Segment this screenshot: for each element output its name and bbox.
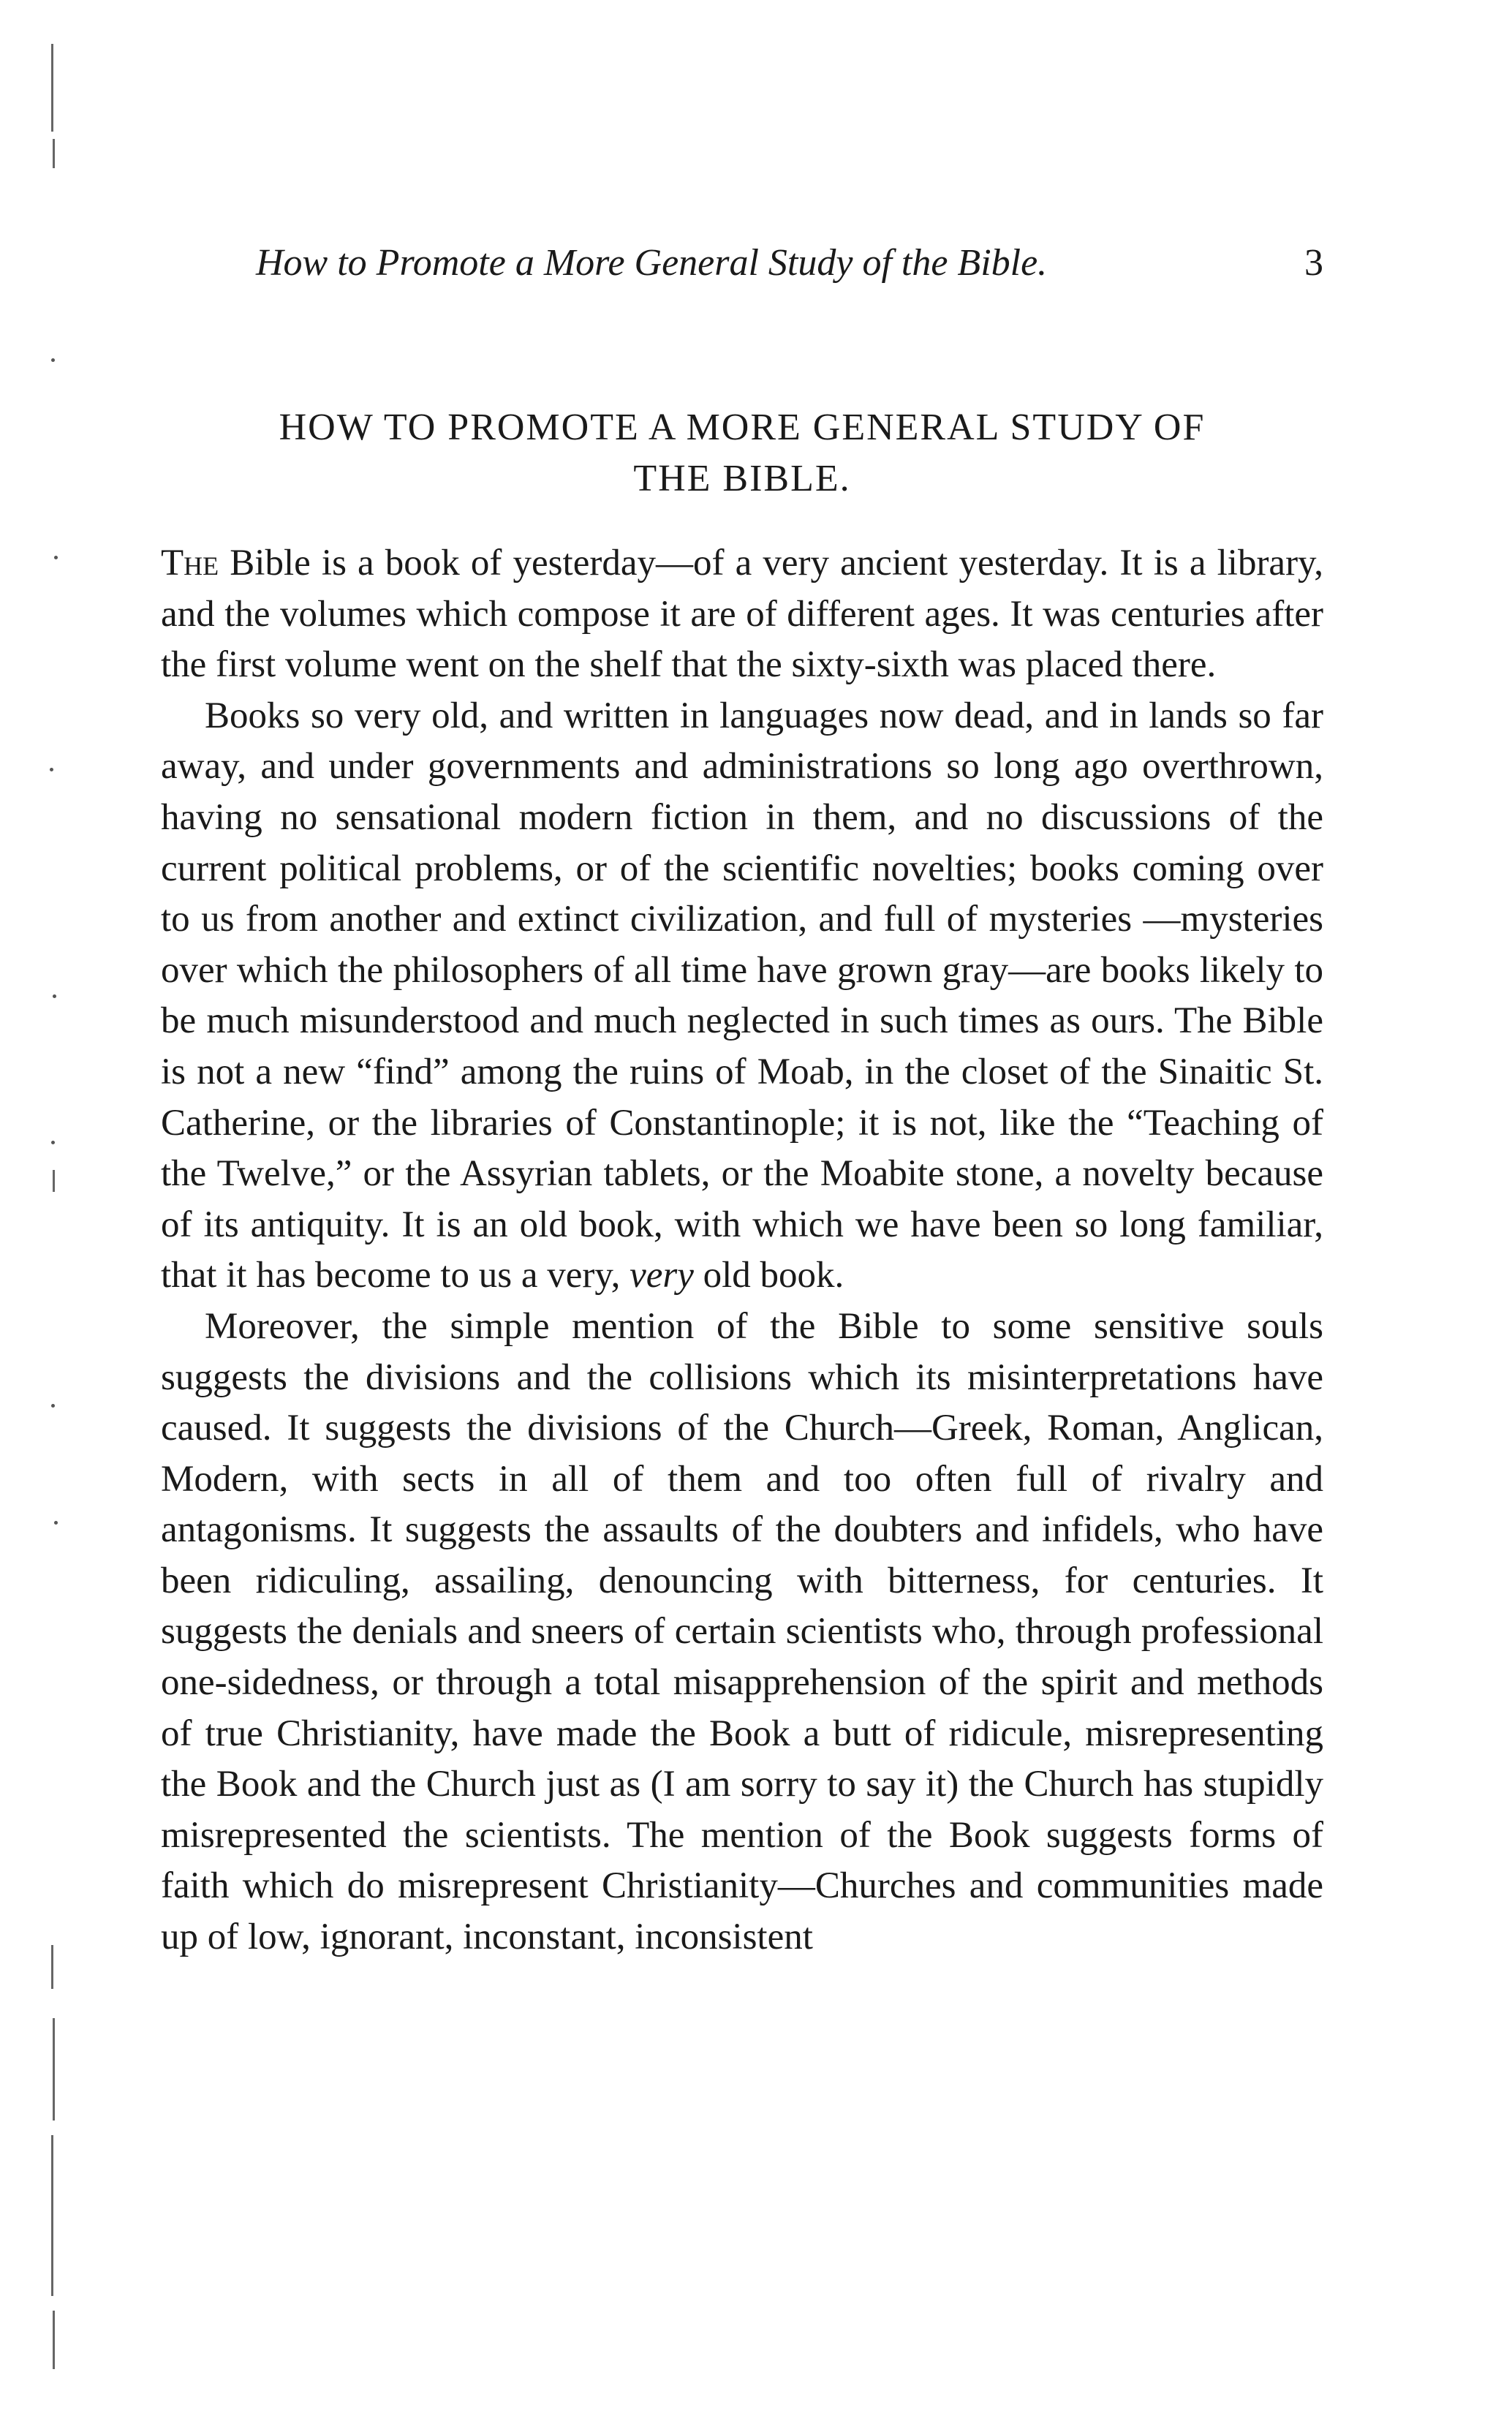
paragraph-1-lead: The [161,543,219,584]
page-number: 3 [1304,242,1323,284]
paragraph-2-tail: old book. [693,1255,844,1296]
paragraph-2-text: Books so very old, and written in languages now dead, and in lands so far away, and under governments and administrations so long ago overthrown, having no sensational modern fiction in them, and no discussions of the current political problems, or of the scientific novelties; books coming over to us from another and extinct civilization, and full of mysteries —mysteries over which the philosophers of all time have grown gray—are books likely to be much misunderstood and much neglected in such times as ours. The Bible is not a new “find” among the ruins of Moab, in the closet of the Sinaitic St. Catherine, or the libraries of Constantinople; it is not, like the “Teaching of the Twelve,” or the Assyrian tablets, or the Moabite stone, a novelty because of its antiquity. It is an old book, with which we have been so long familiar, that it has become to us a very, [161,695,1323,1296]
chapter-title-line-1: HOW TO PROMOTE A MORE GENERAL STUDY OF [279,407,1206,448]
paragraph-2 [161,691,1323,1302]
paragraph-3-text: Moreover, the simple mention of the Bible to some sensitive souls suggests the divisions and the collisions which its misinterpretations have caused. It suggests the divisions of the Church—Greek, Roman, Anglican, Modern, with sects in all of them and too often full of rivalry and antagonisms. It suggests the assaults of the doubters and infidels, who have been ridiculing, assailing, denouncing with bitterness, for centuries. It suggests the denials and sneers of certain scientists who, through professional one-sidedness, or through a total misapprehension of the spirit and methods of true Christianity, have made the Book a butt of ridicule, misrepresenting the Book and the Church just as (I am sorry to say it) the Church has stupidly misrepresented the scientists. The mention of the Book suggests forms of faith which do misrepresent Christianity—Churches and communities made up of low, ignorant, inconstant, inconsistent [161,1305,1323,1958]
chapter-title-line-2: THE BIBLE. [633,458,851,499]
gutter-scan-marks [44,44,73,2384]
running-head [256,241,1323,285]
paragraph-3 [161,1302,1323,1963]
paragraph-2-emphasis: very [630,1255,694,1296]
paragraph-1-text: Bible is a book of yesterday—of a very ancient yesterday. It is a library, and the volumes which compose it are of different ages. It was centuries after the first volume went on the shelf that the sixty-sixth was placed there. [161,543,1323,686]
body-text [161,538,1323,1963]
chapter-title [161,402,1323,505]
paragraph-1 [161,538,1323,691]
running-head-title: How to Promote a More General Study of the Bible. [256,242,1048,284]
